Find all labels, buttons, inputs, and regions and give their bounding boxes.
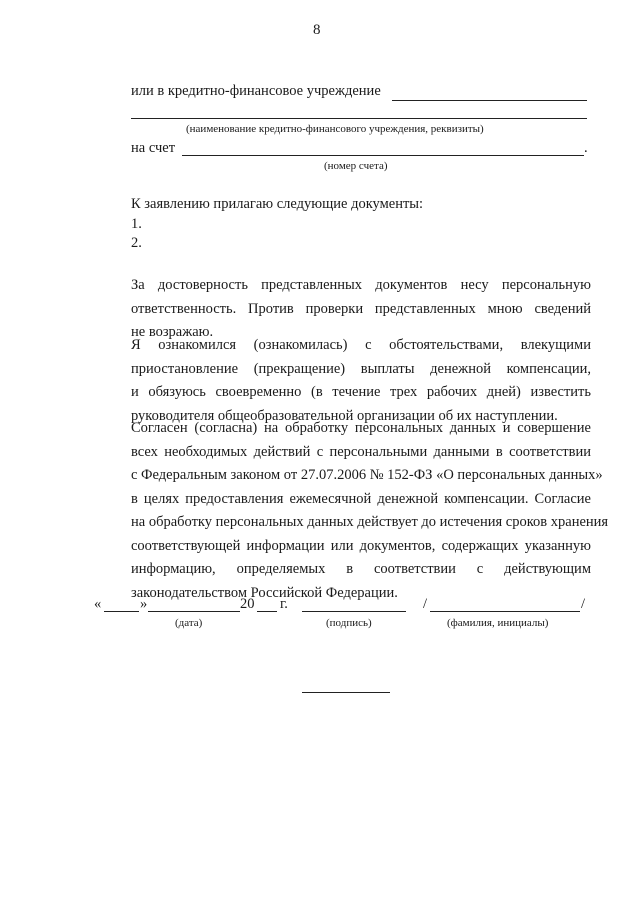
name-slash-close: /: [581, 596, 586, 612]
attachment-item: 2.: [131, 235, 142, 251]
year-prefix: 20: [240, 596, 255, 612]
paragraph-line: на обработку персональных данных действует до истечения сроков хранения: [131, 514, 609, 530]
paragraph-line: законодательством Российской Федерации.: [131, 584, 398, 601]
attachment-item: 1.: [131, 216, 142, 232]
date-year-field[interactable]: [257, 611, 277, 612]
date-caption: (дата): [175, 617, 203, 629]
account-number-field[interactable]: [182, 155, 584, 156]
attachments-heading: К заявлению прилагаю следующие документы:: [131, 196, 424, 212]
institution-field-line-2[interactable]: [131, 118, 587, 119]
account-label: на счет: [131, 140, 176, 156]
name-slash-open: /: [423, 596, 428, 612]
paragraph-line: приостановление (прекращение) выплаты денежной компенсации,: [131, 360, 591, 377]
institution-field[interactable]: [392, 100, 587, 101]
date-day-field[interactable]: [104, 611, 139, 612]
date-close-quote: »: [140, 596, 148, 612]
paragraph-line: Согласен (согласна) на обработку персональных данных и совершение: [131, 420, 591, 436]
institution-caption: (наименование кредитно-финансового учреждения, реквизиты): [186, 123, 484, 135]
paragraph-line: всех необходимых действий с персональными данными в соответствии: [131, 443, 591, 460]
name-initials-field[interactable]: [430, 611, 580, 612]
year-suffix: г.: [280, 596, 288, 612]
signature-field[interactable]: [302, 611, 406, 612]
closing-rule: [302, 692, 390, 693]
paragraph-line: не возражаю.: [131, 324, 214, 340]
date-month-field[interactable]: [148, 611, 240, 612]
paragraph-acknowledgement: [131, 334, 591, 428]
paragraph-line: ответственность. Против проверки представленных мною сведений: [131, 300, 591, 317]
paragraph-line: Я ознакомился (ознакомилась) с обстоятельствами, влекущими: [131, 337, 591, 353]
paragraph-line: За достоверность представленных документов несу персональную: [131, 277, 591, 293]
date-open-quote: «: [94, 596, 102, 612]
paragraph-line: соответствующей информации или документов, содержащих указанную: [131, 537, 591, 554]
account-caption: (номер счета): [324, 160, 388, 172]
name-caption: (фамилия, инициалы): [447, 617, 549, 629]
paragraph-line: информацию, определяемых в соответствии с действующим: [131, 561, 591, 577]
institution-label: или в кредитно-финансовое учреждение: [131, 83, 381, 99]
paragraph-consent: [131, 417, 609, 605]
page-number: 8: [313, 22, 321, 38]
paragraph-line: с Федеральным законом от 27.07.2006 № 152-ФЗ «О персональных данных»: [131, 467, 603, 483]
paragraph-line: руководителя общеобразовательной организации об их наступлении.: [131, 407, 558, 424]
signature-caption: (подпись): [326, 617, 372, 629]
paragraph-line: и обязуюсь своевременно (в течение трех рабочих дней) известить: [131, 384, 591, 400]
account-trailing-dot: .: [584, 140, 588, 156]
paragraph-line: в целях предоставления ежемесячной денежной компенсации. Согласие: [131, 490, 591, 507]
